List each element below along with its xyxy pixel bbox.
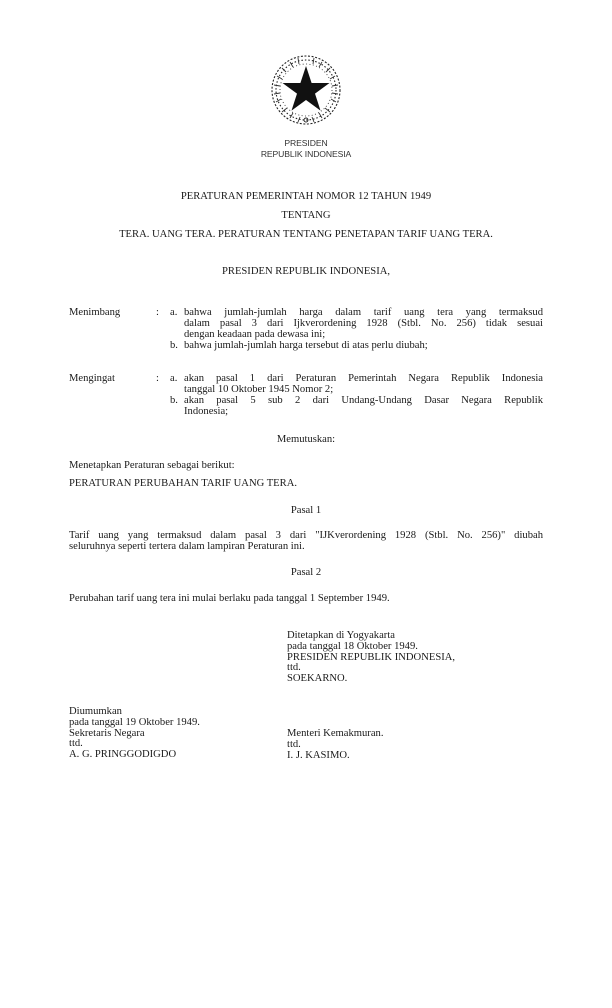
mengingat-item-a-marker: a. [170, 373, 178, 384]
enactment-place: Ditetapkan di Yogyakarta [287, 630, 395, 641]
letterhead-line-republic: REPUBLIK INDONESIA [260, 149, 352, 159]
presidential-emblem-icon [268, 52, 344, 128]
secretary-title: Sekretaris Negara [69, 727, 145, 739]
mengingat-item-b [184, 395, 543, 417]
enactment-signatory: SOEKARNO. [287, 673, 348, 685]
issuer-heading: PRESIDEN REPUBLIK INDONESIA, [221, 266, 391, 277]
menimbang-item-b [184, 340, 543, 351]
minister-block [287, 729, 384, 761]
menimbang-item-a-line-2: dalam pasal 3 dari Ijkverordening 1928 (Stbl. No. 256) tidak sesuai [184, 318, 543, 329]
menimbang-item-a-line-1: bahwa jumlah-jumlah harga dalam tarif uang tera yang termaksud [184, 307, 543, 318]
promulgation-date: pada tanggal 19 Oktober 1949. [69, 716, 200, 728]
enactment-title: PRESIDEN REPUBLIK INDONESIA, [287, 651, 456, 663]
pasal-2-heading: Pasal 2 [290, 567, 322, 578]
mengingat-item-a [184, 373, 543, 395]
menimbang-item-b-line-1: bahwa jumlah-jumlah harga tersebut di atas perlu diubah; [184, 340, 428, 351]
pasal-1-line-1: Tarif uang yang termaksud dalam pasal 3 dari "IJKverordening 1928 (Stbl. No. 256)" diubah [69, 530, 543, 541]
menimbang-item-a-line-3: dengan keadaan pada dewasa ini; [184, 329, 326, 340]
mengingat-item-b-line-2: Indonesia; [184, 406, 229, 417]
mengingat-item-a-line-1: akan pasal 1 dari Peraturan Pemerintah Negara Republik Indonesia [184, 373, 543, 384]
regulation-name: PERATURAN PERUBAHAN TARIF UANG TERA. [69, 478, 298, 489]
pasal-2-body: Perubahan tarif uang tera ini mulai berlaku pada tanggal 1 September 1949. [69, 593, 390, 604]
promulgation-block [69, 707, 200, 761]
mengingat-label: Mengingat [69, 373, 115, 384]
mengingat-colon: : [156, 373, 159, 384]
minister-signed: ttd. [287, 738, 301, 750]
secretary-name: A. G. PRINGGODIGDO [69, 749, 177, 761]
menetapkan-text: Menetapkan Peraturan sebagai berikut: [69, 460, 235, 471]
minister-name: I. J. KASIMO. [287, 749, 350, 761]
menimbang-colon: : [156, 307, 159, 318]
enactment-block [287, 631, 455, 685]
memutuskan-heading: Memutuskan: [276, 434, 336, 445]
enactment-date: pada tanggal 18 Oktober 1949. [287, 640, 418, 652]
menimbang-item-a-marker: a. [170, 307, 178, 318]
mengingat-item-b-marker: b. [170, 395, 178, 406]
regulation-title-about: TENTANG [281, 210, 331, 221]
menimbang-item-a [184, 307, 543, 340]
regulation-title: PERATURAN PEMERINTAH NOMOR 12 TAHUN 1949 [180, 191, 432, 202]
menimbang-label: Menimbang [69, 307, 121, 318]
menimbang-item-b-marker: b. [170, 340, 178, 351]
minister-title: Menteri Kemakmuran. [287, 728, 384, 739]
pasal-1-body [69, 530, 543, 552]
pasal-1-line-2: seluruhnya seperti tertera dalam lampiran Peraturan ini. [69, 541, 305, 552]
regulation-subject: TERA. UANG TERA. PERATURAN TENTANG PENETAPAN TARIF UANG TERA. [119, 229, 493, 240]
letterhead-line-president: PRESIDEN [284, 138, 328, 148]
secretary-signed: ttd. [69, 738, 83, 750]
promulgation-label: Diumumkan [69, 706, 122, 717]
mengingat-item-b-line-1: akan pasal 5 sub 2 dari Undang-Undang Dasar Negara Republik [184, 395, 543, 406]
mengingat-item-a-line-2: tanggal 10 Oktober 1945 Nomor 2; [184, 384, 334, 395]
pasal-1-heading: Pasal 1 [290, 505, 322, 516]
enactment-signed: ttd. [287, 662, 301, 674]
